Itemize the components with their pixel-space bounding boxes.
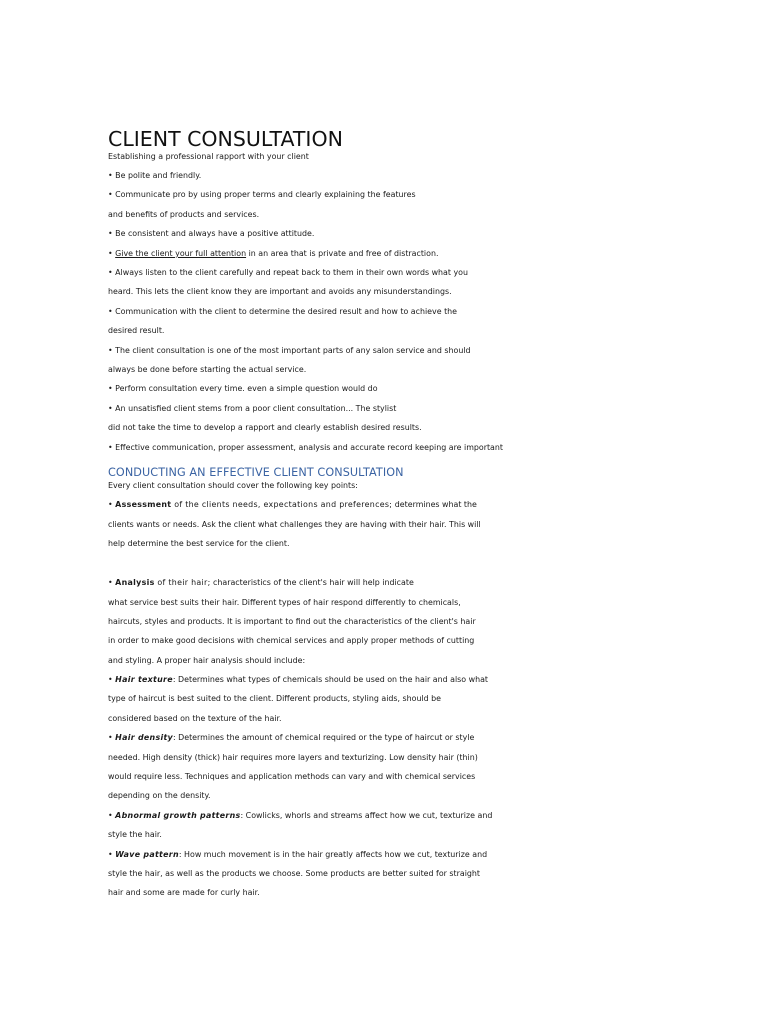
spaced-text: of the clients needs, expectations and preferences; [171, 500, 393, 509]
list-item: • Be polite and friendly. [108, 171, 202, 180]
bullet: • [108, 249, 116, 258]
list-item-continuation: clients wants or needs. Ask the client what challenges they are having with their hair. This will [108, 520, 481, 529]
list-item-continuation: desired result. [108, 326, 165, 335]
list-item-continuation: considered based on the texture of the hair. [108, 714, 282, 723]
list-item-continuation: style the hair, as well as the products we choose. Some products are better suited for straight [108, 869, 480, 878]
list-item: • Perform consultation every time. even a simple question would do [108, 384, 378, 393]
list-item-continuation: heard. This lets the client know they are important and avoids any misunderstandings. [108, 287, 452, 296]
list-item-continuation: and benefits of products and services. [108, 210, 260, 219]
bold-term: Assessment [115, 500, 172, 509]
list-item-continuation: hair and some are made for curly hair. [108, 888, 260, 897]
list-item-continuation: help determine the best service for the client. [108, 539, 290, 548]
section-intro: Every client consultation should cover the following key points: [108, 481, 358, 490]
bullet: • [108, 578, 116, 587]
list-item-continuation: would require less. Techniques and application methods can vary and with chemical services [108, 772, 476, 781]
list-item [108, 811, 492, 821]
list-item: • Communicate pro by using proper terms and clearly explaining the features [108, 190, 416, 199]
list-item [108, 733, 474, 743]
list-item [108, 578, 414, 588]
list-item-text: : Cowlicks, whorls and streams affect how we cut, texturize and [240, 811, 493, 820]
bullet: • [108, 850, 116, 859]
list-item: • The client consultation is one of the most important parts of any salon service and should [108, 346, 471, 355]
list-item-continuation: what service best suits their hair. Different types of hair respond differently to chemicals, [108, 598, 461, 607]
bullet: • [108, 500, 116, 509]
bold-italic-term: Hair density [115, 733, 173, 742]
list-item: • Be consistent and always have a positive attitude. [108, 229, 315, 238]
bold-italic-term: Hair texture [115, 675, 173, 684]
list-item: • An unsatisfied client stems from a poor client consultation... The stylist [108, 404, 397, 413]
list-item-continuation: always be done before starting the actual service. [108, 365, 307, 374]
list-item-continuation: haircuts, styles and products. It is important to find out the characteristics of the client's hair [108, 617, 476, 626]
list-item-continuation: in order to make good decisions with chemical services and apply proper methods of cutting [108, 636, 475, 645]
list-item-text: determines what the [392, 500, 477, 509]
list-item-continuation: style the hair. [108, 830, 162, 839]
bullet: • [108, 811, 116, 820]
list-item-text: in an area that is private and free of distraction. [246, 249, 439, 258]
section-subtitle: Establishing a professional rapport with your client [108, 152, 309, 161]
list-item-text: : How much movement is in the hair greatly affects how we cut, texturize and [178, 850, 488, 859]
section-heading: CONDUCTING AN EFFECTIVE CLIENT CONSULTATION [108, 466, 404, 479]
bold-term: Analysis [115, 578, 155, 587]
list-item [108, 850, 487, 860]
list-item: • Communication with the client to determine the desired result and how to achieve the [108, 307, 458, 316]
spaced-text: of their hair; [154, 578, 211, 587]
underlined-text: Give the client your full attention [115, 249, 247, 258]
list-item-continuation: needed. High density (thick) hair requires more layers and texturizing. Low density hair (thin) [108, 753, 478, 762]
list-item-continuation: did not take the time to develop a rapport and clearly establish desired results. [108, 423, 422, 432]
list-item-continuation: and styling. A proper hair analysis should include: [108, 656, 306, 665]
list-item-text: characteristics of the client's hair will help indicate [210, 578, 414, 587]
list-item [108, 500, 477, 510]
page-title: CLIENT CONSULTATION [108, 127, 343, 151]
list-item: • Always listen to the client carefully and repeat back to them in their own words what you [108, 268, 468, 277]
list-item [108, 675, 488, 685]
list-item [108, 249, 438, 259]
bullet: • [108, 675, 116, 684]
bullet: • [108, 733, 116, 742]
bold-italic-term: Wave pattern [115, 850, 179, 859]
list-item-text: : Determines what types of chemicals should be used on the hair and also what [172, 675, 488, 684]
list-item-continuation: depending on the density. [108, 791, 211, 800]
list-item-continuation: type of haircut is best suited to the client. Different products, styling aids, should be [108, 694, 442, 703]
list-item: • Effective communication, proper assessment, analysis and accurate record keeping are important [108, 443, 503, 452]
bold-italic-term: Abnormal growth patterns [115, 811, 241, 820]
list-item-text: : Determines the amount of chemical required or the type of haircut or style [172, 733, 475, 742]
